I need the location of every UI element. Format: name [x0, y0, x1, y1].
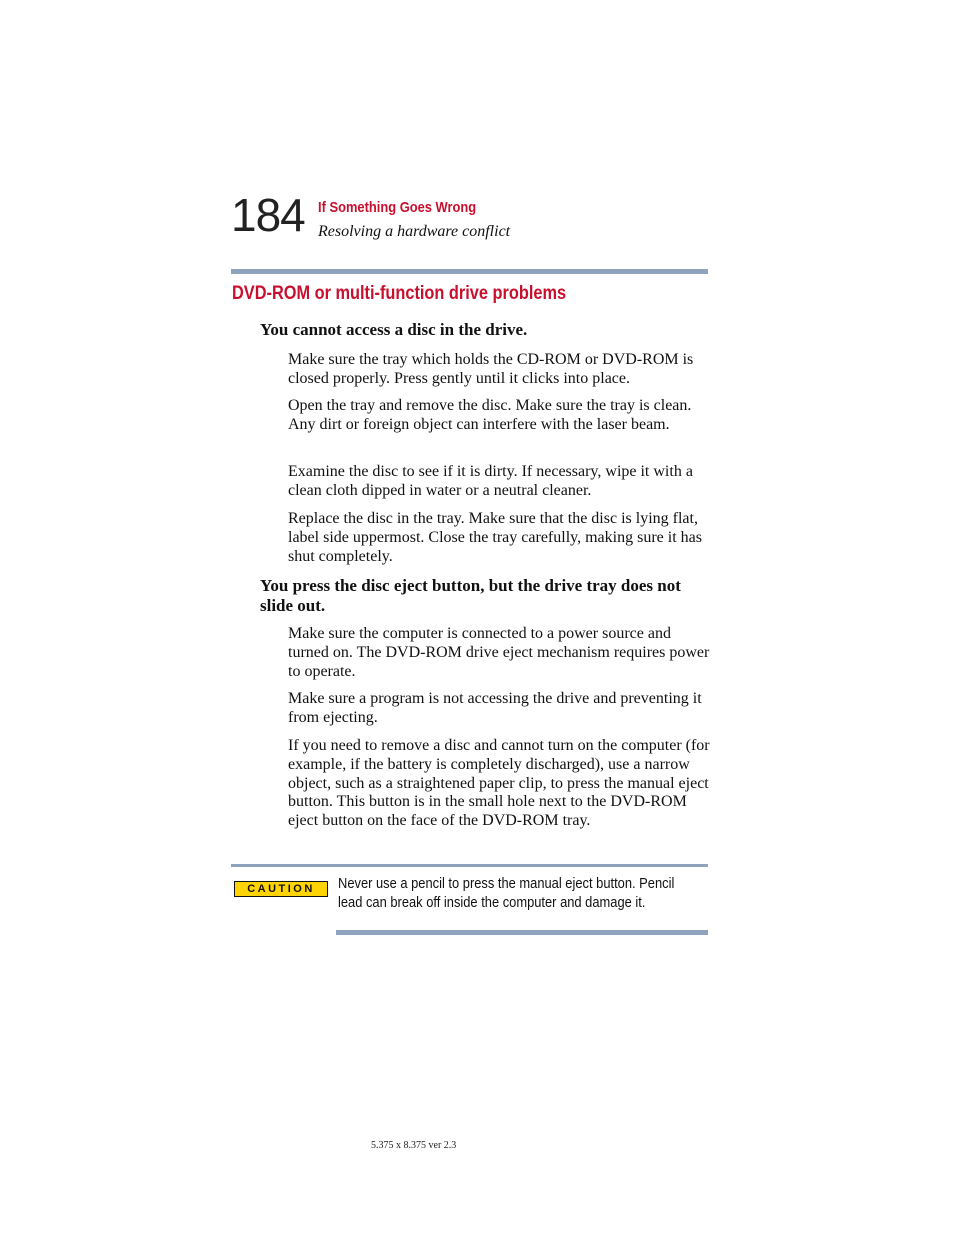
section-heading: DVD-ROM or multi-function drive problems: [232, 283, 567, 304]
caution-divider-bottom: [336, 930, 708, 935]
page-number: 184: [231, 189, 305, 241]
paragraph: If you need to remove a disc and cannot turn on the computer (for example, if the battery is completely discharged), use a narrow object, such as a straightened paper clip, to press the manual eject button. This button is in the small hole next to the DVD-ROM eject button on the face of the DVD-ROM tray.: [288, 737, 710, 830]
paragraph: Open the tray and remove the disc. Make sure the tray is clean. Any dirt or foreign object can interfere with the laser beam.: [288, 397, 692, 433]
caution-badge: CAUTION: [234, 881, 328, 897]
section-subtitle: Resolving a hardware conflict: [318, 223, 511, 240]
caution-divider-top: [231, 864, 708, 867]
chapter-title: If Something Goes Wrong: [318, 199, 477, 216]
paragraph: Replace the disc in the tray. Make sure that the disc is lying flat, label side uppermost. Close the tray carefully, making sure it has shut completely.: [288, 510, 702, 565]
problem-heading: You press the disc eject button, but the drive tray does not slide out.: [260, 576, 681, 615]
paragraph: Make sure a program is not accessing the drive and preventing it from ejecting.: [288, 690, 702, 726]
paragraph: Make sure the computer is connected to a power source and turned on. The DVD-ROM drive eject mechanism requires power to operate.: [288, 625, 710, 680]
caution-text: Never use a pencil to press the manual eject button. Pencil lead can break off inside the computer and damage it.: [338, 875, 675, 911]
footer-version: 5.375 x 8.375 ver 2.3: [371, 1140, 457, 1151]
problem-heading: You cannot access a disc in the drive.: [260, 320, 528, 339]
divider-rule-top: [231, 269, 708, 274]
paragraph: Make sure the tray which holds the CD-ROM or DVD-ROM is closed properly. Press gently until it clicks into place.: [288, 351, 694, 387]
paragraph: Examine the disc to see if it is dirty. If necessary, wipe it with a clean cloth dipped in water or a neutral cleaner.: [288, 463, 693, 499]
